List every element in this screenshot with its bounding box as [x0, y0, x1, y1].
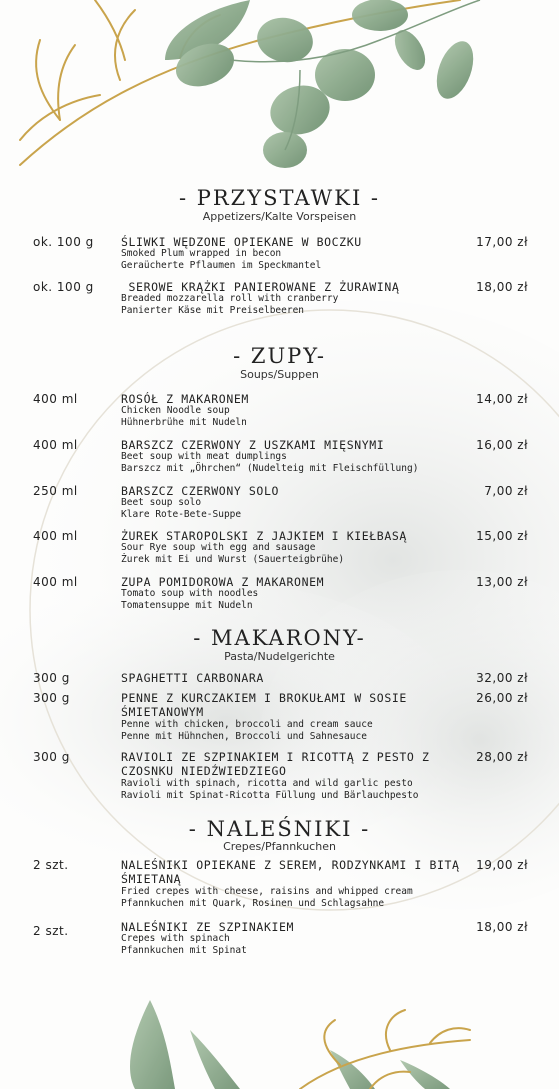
item-desc-en: Beet soup solo: [121, 497, 202, 508]
item-desc-de: Klare Rote-Bete-Suppe: [121, 509, 242, 520]
item-desc-de: Panierter Käse mit Preiselbeeren: [121, 305, 305, 316]
item-price: 13,00 zł: [476, 575, 528, 589]
item-quantity: ok. 100 g: [33, 235, 94, 249]
item-quantity: 400 ml: [33, 438, 78, 452]
section-subtitle-soups: Soups/Suppen: [240, 368, 319, 381]
item-name: ŚLIWKI WĘDZONE OPIEKANE W BOCZKU: [121, 235, 362, 249]
section-title-pasta: - MAKARONY-: [193, 626, 366, 650]
item-desc-de: Żurek mit Ei und Wurst (Sauerteigbrühe): [121, 554, 345, 565]
item-quantity: 300 g: [33, 671, 70, 685]
item-desc-en: Fried crepes with cheese, raisins and whipped cream: [121, 886, 413, 897]
item-desc-de: Barszcz mit „Öhrchen“ (Nudelteig mit Fleischfüllung): [121, 463, 419, 474]
item-quantity: 400 ml: [33, 392, 78, 406]
item-price: 17,00 zł: [476, 235, 528, 249]
item-quantity: 400 ml: [33, 529, 78, 543]
section-subtitle-pasta: Pasta/Nudelgerichte: [224, 650, 335, 663]
item-name: RAVIOLI ZE SZPINAKIEM I RICOTTĄ Z PESTO Z CZOSNKU NIEDŹWIEDZIEGO: [121, 750, 430, 778]
item-quantity: 300 g: [33, 750, 70, 764]
item-price: 7,00 zł: [484, 484, 528, 498]
item-name: PENNE Z KURCZAKIEM I BROKUŁAMI W SOSIE ŚMIETANOWYM: [121, 691, 407, 719]
section-subtitle-crepes: Crepes/Pfannkuchen: [223, 840, 336, 853]
item-desc-de: Penne mit Hühnchen, Broccoli und Sahnesauce: [121, 731, 367, 742]
item-desc-de: Geraücherte Pflaumen im Speckmantel: [121, 260, 322, 271]
item-price: 16,00 zł: [476, 438, 528, 452]
item-desc-de: Hühnerbrühe mit Nudeln: [121, 417, 247, 428]
section-title-soups: - ZUPY-: [233, 344, 326, 368]
item-name: BARSZCZ CZERWONY Z USZKAMI MIĘSNYMI: [121, 438, 385, 452]
item-name: BARSZCZ CZERWONY SOLO: [121, 484, 279, 498]
item-desc-en: Breaded mozzarella roll with cranberry: [121, 293, 339, 304]
item-name: ZUPA POMIDOROWA Z MAKARONEM: [121, 575, 325, 589]
section-title-crepes: - NALEŚNIKI -: [188, 817, 371, 841]
item-quantity: 400 ml: [33, 575, 78, 589]
item-desc-en: Penne with chicken, broccoli and cream sauce: [121, 719, 373, 730]
item-desc-de: Pfannkuchen mit Spinat: [121, 945, 247, 956]
item-desc-en: Crepes with spinach: [121, 933, 230, 944]
item-name: ROSÓŁ Z MAKARONEM: [121, 392, 249, 406]
item-desc-en: Ravioli with spinach, ricotta and wild garlic pesto: [121, 778, 413, 789]
item-desc-de: Pfannkuchen mit Quark, Rosinen und Schlagsahne: [121, 898, 385, 909]
item-price: 15,00 zł: [476, 529, 528, 543]
item-price: 14,00 zł: [476, 392, 528, 406]
item-desc-en: Chicken Noodle soup: [121, 405, 230, 416]
item-price: 18,00 zł: [476, 280, 528, 294]
item-desc-en: Tomato soup with noodles: [121, 588, 259, 599]
item-price: 18,00 zł: [476, 920, 528, 934]
item-quantity: 2 szt.: [33, 858, 69, 872]
section-subtitle-appetizers: Appetizers/Kalte Vorspeisen: [202, 210, 357, 223]
item-desc-de: Tomatensuppe mit Nudeln: [121, 600, 253, 611]
item-price: 32,00 zł: [476, 671, 528, 685]
section-title-appetizers: - PRZYSTAWKI -: [178, 186, 381, 210]
item-quantity: 300 g: [33, 691, 70, 705]
item-name: NALEŚNIKI ZE SZPINAKIEM: [121, 920, 295, 934]
item-desc-en: Smoked Plum wrapped in becon: [121, 248, 282, 259]
item-desc-en: Sour Rye soup with egg and sausage: [121, 542, 316, 553]
item-desc-de: Ravioli mit Spinat-Ricotta Füllung und Bärlauchpesto: [121, 790, 419, 801]
item-price: 28,00 zł: [476, 750, 528, 764]
item-desc-en: Beet soup with meat dumplings: [121, 451, 287, 462]
item-price: 19,00 zł: [476, 858, 528, 872]
item-quantity: 2 szt.: [33, 924, 69, 938]
item-quantity: 250 ml: [33, 484, 78, 498]
item-name: NALEŚNIKI OPIEKANE Z SEREM, RODZYNKAMI I BITĄ ŚMIETANĄ: [121, 858, 460, 886]
item-price: 26,00 zł: [476, 691, 528, 705]
item-name: SPAGHETTI CARBONARA: [121, 671, 264, 685]
item-name: ŻUREK STAROPOLSKI Z JAJKIEM I KIEŁBASĄ: [121, 529, 407, 543]
item-quantity: ok. 100 g: [33, 280, 94, 294]
item-name: SEROWE KRĄŻKI PANIEROWANE Z ŻURAWINĄ: [121, 280, 400, 294]
